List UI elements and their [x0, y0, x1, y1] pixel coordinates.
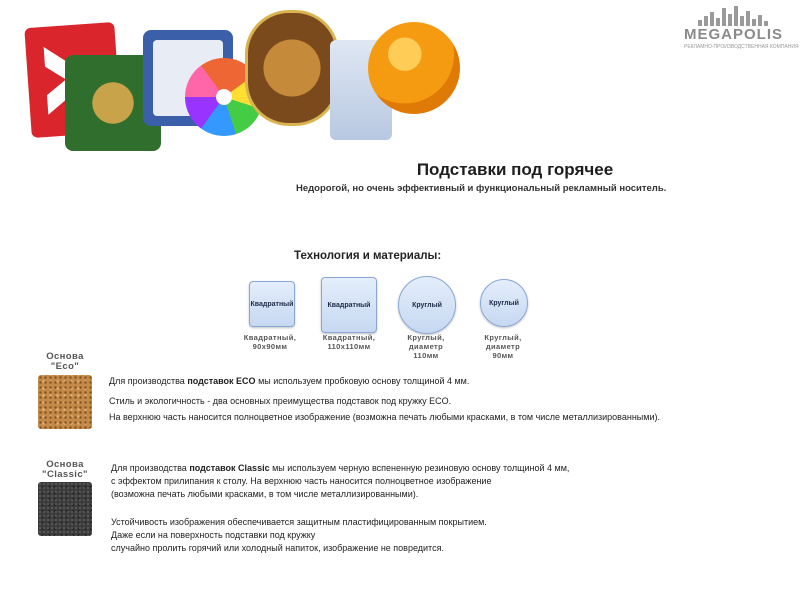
shape-caption: [314, 333, 384, 351]
logo-tagline: РЕКЛАМНО-ПРОИЗВОДСТВЕННАЯ КОМПАНИЯ: [684, 44, 799, 50]
skyline-icon: [698, 6, 770, 26]
shape-caption: [234, 333, 306, 351]
base-label-line: "Eco": [50, 361, 80, 372]
shape-label: Квадратный: [250, 300, 294, 308]
caption-line: Круглый,: [484, 333, 522, 342]
page-subtitle: Недорогой, но очень эффективный и функциональный рекламный носитель.: [296, 183, 667, 194]
shape-label: Квадратный: [327, 301, 371, 309]
caption-line: Квадратный,: [322, 333, 376, 342]
megapolis-logo: [680, 6, 799, 50]
classic-text-line: (возможна печать любыми красками, в том числе металлизированными).: [111, 489, 419, 499]
eco-text-line: [109, 376, 469, 387]
caption-line: 110х110мм: [327, 342, 371, 351]
shape-square-90: [249, 281, 295, 327]
rubber-sample: [38, 482, 92, 536]
caption-line: диаметр: [408, 342, 444, 351]
base-label-classic: [36, 460, 94, 480]
eco-text-line: Стиль и экологичность - два основных преимущества подставок под кружку ECO.: [109, 396, 452, 406]
classic-text-line: [111, 463, 569, 474]
classic-text-line: Устойчивость изображения обеспечивается защитным пластифицированным покрытием.: [111, 517, 487, 527]
classic-text-line: Даже если на поверхность подставки под кружку: [111, 530, 316, 540]
shape-round-110: [398, 276, 456, 334]
cork-sample: [38, 375, 92, 429]
shape-caption: [474, 333, 532, 360]
section-title-technology: Технология и материалы:: [294, 250, 442, 262]
text-span: мы используем черную вспененную резиновую основу толщиной 4 мм,: [269, 463, 570, 473]
caption-line: Круглый,: [407, 333, 445, 342]
base-label-eco: [38, 352, 92, 372]
text-span: Для производства: [111, 463, 190, 473]
logo-wordmark: MEGAPOLIS: [684, 26, 784, 43]
eco-text-line: На верхнюю часть наносится полноцветное изображение (возможна печать любыми красками, в том числе металлизированными).: [109, 412, 660, 422]
classic-text-line: случайно пролить горячий или холодный напиток, изображение не повредится.: [111, 543, 444, 553]
base-label-line: Основа: [46, 459, 84, 470]
text-bold: подставок Classic: [189, 463, 270, 473]
caption-line: 90х90мм: [252, 342, 288, 351]
sample-orange-coaster: [368, 22, 460, 114]
text-span: Для производства: [109, 376, 188, 386]
caption-line: 110мм: [413, 351, 439, 360]
shape-label: Круглый: [489, 299, 519, 307]
sample-pub-coaster: [245, 10, 339, 126]
shape-caption: [394, 333, 458, 360]
page-title: Подставки под горячее: [416, 160, 614, 179]
shape-square-110: [321, 277, 377, 333]
classic-text-line: с эффектом прилипания к столу. На верхнюю часть наносится полноцветное изображение: [111, 476, 492, 486]
text-bold: подставок ECO: [187, 376, 256, 386]
shape-round-90: [480, 279, 528, 327]
caption-line: Квадратный,: [243, 333, 297, 342]
caption-line: диаметр: [485, 342, 521, 351]
base-label-line: Основа: [46, 351, 84, 362]
caption-line: 90мм: [492, 351, 514, 360]
shape-label: Круглый: [412, 301, 442, 309]
text-span: мы используем пробковую основу толщиной 4 мм.: [255, 376, 470, 386]
base-label-line: "Classic": [42, 469, 88, 480]
